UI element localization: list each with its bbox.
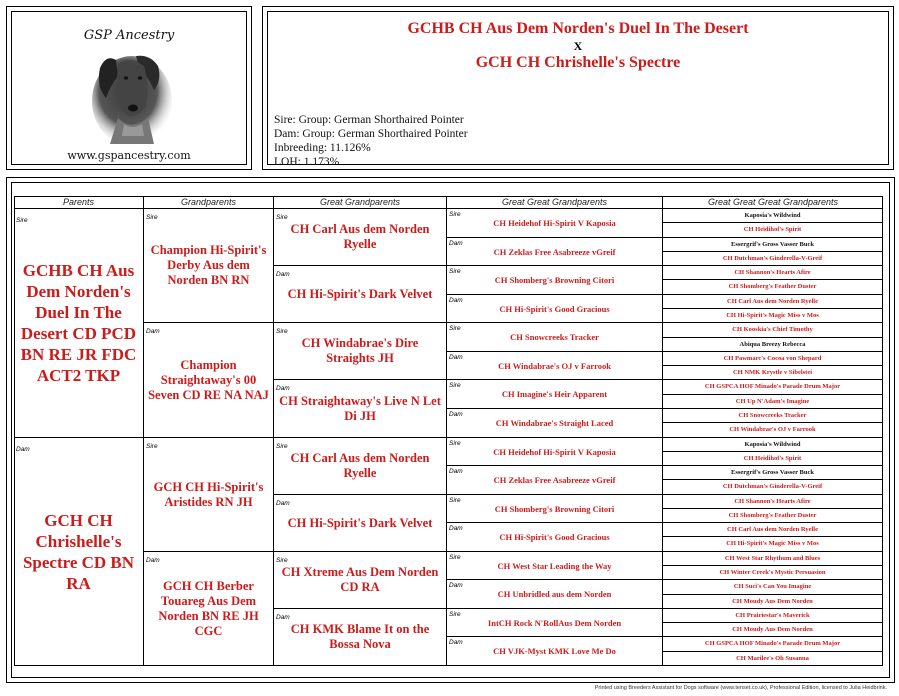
dam-label: Dam (449, 411, 463, 418)
sire-label: Sire (449, 497, 461, 504)
parent-name: GCHB CH Aus Dem Norden's Duel In The Desert CD PCD BN RE JR FDC ACT2 TKP (20, 261, 137, 385)
dam-label: Dam (449, 240, 463, 247)
cross-mark: X (573, 39, 583, 53)
ggg-grandparent-cell[interactable] (663, 409, 883, 423)
info-inner-border (267, 11, 889, 168)
grandparent-cell[interactable] (144, 438, 274, 552)
sire-label: Sire (449, 325, 461, 332)
great-grandparent-cell[interactable] (274, 323, 447, 380)
ggg-grandparent-cell[interactable] (663, 566, 883, 580)
ggg-grandparent-name: CH Moudy Aus Dem Norden (732, 597, 813, 605)
grandparent-cell[interactable] (144, 323, 274, 438)
loh-value: LOH: 1.173% (274, 156, 340, 168)
ggg-grandparent-name: CH NMK Krystle v Sibelstei (732, 368, 813, 376)
ggg-grandparent-cell[interactable] (663, 252, 883, 266)
gg-grandparent-name: CH Heidehof Hi-Spirit V Kaposia (493, 446, 616, 457)
parent-cell[interactable] (14, 209, 144, 438)
ggg-grandparent-cell[interactable] (663, 595, 883, 609)
gg-grandparent-cell[interactable] (447, 523, 663, 552)
dog-portrait-icon (88, 46, 174, 146)
column-header-parent: Parents (14, 196, 144, 208)
ggg-grandparent-name: CH Up N'Adam's Imagine (735, 397, 810, 405)
print-footer: Printed using Breeders Assistant for Dogs software (www.tenset.co.uk), Professional Edition, licensed to Julia Heidbrink. (594, 685, 887, 691)
ggg-grandparent-cell[interactable] (663, 495, 883, 509)
gg-grandparent-name: CH Hi-Spirit's Good Gracious (499, 532, 610, 542)
dam-label: Dam (449, 468, 463, 475)
dam-label: Dam (449, 354, 463, 361)
ggg-grandparent-cell[interactable] (663, 238, 883, 252)
ggg-grandparent-name: CH Windabrae's OJ v Farrook (729, 426, 816, 433)
ggg-grandparent-cell[interactable] (663, 480, 883, 495)
sire-label: Sire (276, 214, 288, 221)
dam-label: Dam (449, 582, 463, 589)
ggg-grandparent-cell[interactable] (663, 509, 883, 523)
sire-label: Sire (146, 443, 158, 450)
gg-grandparent-cell[interactable] (447, 266, 663, 295)
gg-grandparent-cell[interactable] (447, 609, 663, 637)
parent-cell[interactable] (14, 438, 144, 666)
ggg-grandparent-name: CH Snowcreeks Tracker (738, 411, 807, 419)
dam-label: Dam (276, 271, 290, 278)
logo-inner-border (11, 11, 247, 165)
sire-label: Sire (146, 214, 158, 221)
great-grandparent-name: CH Windabrae's Dire Straights JH (301, 336, 419, 365)
ggg-grandparent-name: Kaposia's Wildwind (744, 211, 801, 219)
ggg-grandparent-cell[interactable] (663, 537, 883, 552)
gg-grandparent-name: CH Shomberg's Browning Citori (494, 503, 615, 514)
gg-grandparent-cell[interactable] (447, 552, 663, 580)
gg-grandparent-cell[interactable] (447, 209, 663, 238)
ggg-grandparent-cell[interactable] (663, 652, 883, 666)
great-grandparent-cell[interactable] (274, 380, 447, 438)
ggg-grandparent-cell[interactable] (663, 295, 883, 309)
dam-label: Dam (276, 614, 290, 621)
gg-grandparent-name: CH Snowcreeks Tracker (510, 332, 599, 342)
ggg-grandparent-name: CH Hi-Spirit's Magic Miss v Mos (726, 311, 819, 319)
ggg-grandparent-cell[interactable] (663, 552, 883, 566)
ggg-grandparent-cell[interactable] (663, 623, 883, 637)
great-grandparent-name: CH Xtreme Aus Dem Norden CD RA (281, 565, 439, 594)
ggg-grandparent-name: CH Dutchman's Ginderella-V-Greif (722, 483, 823, 490)
dam-label: Dam (276, 500, 290, 507)
dam-label: Dam (16, 446, 30, 453)
column-header-grandparent: Grandparents (144, 196, 274, 208)
ggg-grandparent-cell[interactable] (663, 338, 883, 352)
ggg-grandparent-name: CH GSPCA HOF Minado's Parade Drum Major (704, 640, 841, 647)
gg-grandparent-name: CH Unbridled aus dem Norden (497, 589, 612, 599)
grandparent-cell[interactable] (144, 209, 274, 323)
gg-grandparent-name: CH VJK-Myst KMK Love Me Do (493, 646, 616, 656)
gg-grandparent-cell[interactable] (447, 352, 663, 380)
sire-title: GCHB CH Aus Dem Norden's Duel In The Desert (407, 20, 749, 37)
sire-group: Sire: Group: German Shorthaired Pointer (274, 114, 464, 126)
ggg-grandparent-name: CH Heidihof's Spirit (743, 226, 802, 233)
gg-grandparent-cell[interactable] (447, 495, 663, 523)
dam-label: Dam (276, 385, 290, 392)
ggg-grandparent-cell[interactable] (663, 609, 883, 623)
great-grandparent-cell[interactable] (274, 495, 447, 552)
ggg-grandparent-name: CH Carl Aus dem Norden Ryelle (727, 297, 818, 305)
ggg-grandparent-name: CH Carl Aus dem Norden Ryelle (727, 525, 818, 533)
ggg-grandparent-name: CH West Star Rhythum and Blues (724, 554, 821, 562)
ggg-grandparent-cell[interactable] (663, 323, 883, 338)
gg-grandparent-name: CH Windabrae's Straight Laced (495, 418, 614, 428)
gg-grandparent-cell[interactable] (447, 637, 663, 666)
ggg-grandparent-cell[interactable] (663, 423, 883, 438)
ggg-grandparent-name: CH Moudy Aus Dem Norden (732, 625, 813, 633)
great-grandparent-name: CH Hi-Spirit's Dark Velvet (287, 286, 433, 301)
great-grandparent-cell[interactable] (274, 552, 447, 609)
dam-label: Dam (449, 639, 463, 646)
dam-label: Dam (449, 525, 463, 532)
sire-label: Sire (449, 554, 461, 561)
sire-label: Sire (276, 443, 288, 450)
gg-grandparent-name: CH West Star Leading the Way (497, 560, 612, 571)
great-grandparent-cell[interactable] (274, 609, 447, 666)
ggg-grandparent-cell[interactable] (663, 580, 883, 595)
gg-grandparent-name: IntCH Rock N'RollAus Dem Norden (487, 617, 622, 628)
great-grandparent-name: CH Carl Aus dem Norden Ryelle (290, 451, 430, 480)
ggg-grandparent-cell[interactable] (663, 380, 883, 395)
great-grandparent-name: CH Hi-Spirit's Dark Velvet (287, 515, 433, 530)
ggg-grandparent-name: CH Dutchman's Ginderella-V-Greif (722, 254, 823, 262)
ggg-grandparent-cell[interactable] (663, 223, 883, 238)
ggg-grandparent-name: CH Shannon's Hearts Afire (734, 497, 811, 505)
ggg-grandparent-name: CH Heidihof's Spirit (743, 454, 802, 462)
ggg-grandparent-name: Kaposia's Wildwind (744, 440, 801, 448)
ggg-grandparent-cell[interactable] (663, 452, 883, 466)
ggg-grandparent-name: CH Kooskia's Chief Timothy (732, 326, 813, 333)
ggg-grandparent-cell[interactable] (663, 523, 883, 537)
sire-label: Sire (449, 211, 461, 218)
grandparent-name: GCH CH Berber Touareg Aus Dem Norden BN RE JH CGC (158, 578, 259, 638)
gg-grandparent-name: CH Zeklas Free Asabreeze vGreif (493, 246, 616, 257)
ggg-grandparent-cell[interactable] (663, 266, 883, 280)
great-grandparent-name: CH Carl Aus dem Norden Ryelle (290, 222, 430, 251)
ggg-grandparent-cell[interactable] (663, 209, 883, 223)
parent-name: GCH CH Chrishelle's Spectre CD BN RA (22, 510, 135, 593)
ggg-grandparent-cell[interactable] (663, 352, 883, 366)
ggg-grandparent-cell[interactable] (663, 438, 883, 452)
logo-title: GSP Ancestry (83, 28, 175, 43)
dam-label: Dam (449, 297, 463, 304)
great-grandparent-name: CH KMK Blame It on the Bossa Nova (290, 622, 430, 651)
dam-group: Dam: Group: German Shorthaired Pointer (274, 128, 468, 140)
ggg-grandparent-name: CH Marilee's Oh Susanna (736, 654, 809, 662)
gg-grandparent-cell[interactable] (447, 238, 663, 266)
gg-grandparent-name: CH Zeklas Free Asabreeze vGreif (493, 475, 616, 485)
ggg-grandparent-cell[interactable] (663, 280, 883, 295)
column-header-gg-grandparent: Great Great Grandparents (447, 196, 663, 208)
ggg-grandparent-cell[interactable] (663, 637, 883, 652)
gg-grandparent-cell[interactable] (447, 580, 663, 609)
ggg-grandparent-name: Essergrif's Gross Vasser Buck (730, 240, 814, 248)
gg-grandparent-cell[interactable] (447, 323, 663, 352)
grandparent-name: Champion Hi-Spirit's Derby Aus dem Norden BN RN (150, 243, 267, 287)
gg-grandparent-cell[interactable] (447, 438, 663, 466)
ggg-grandparent-name: CH Shomberg's Feather Duster (728, 283, 817, 290)
ggg-grandparent-name: CH Suci's Can You Imagine (733, 583, 812, 590)
gg-grandparent-cell[interactable] (447, 295, 663, 323)
dam-title: GCH CH Chrishelle's Spectre (475, 54, 681, 71)
gg-grandparent-cell[interactable] (447, 466, 663, 495)
dam-label: Dam (146, 328, 160, 335)
grandparent-name: Champion Straightaway's 00 Seven CD RE NA NAJ (148, 357, 269, 402)
sire-label: Sire (276, 557, 288, 564)
ggg-grandparent-name: CH Shannon's Hearts Afire (734, 268, 811, 276)
sire-label: Sire (449, 382, 461, 389)
gg-grandparent-name: CH Shomberg's Browning Citori (494, 275, 615, 285)
ggg-grandparent-cell[interactable] (663, 366, 883, 380)
grandparent-cell[interactable] (144, 552, 274, 666)
ggg-grandparent-name: Essergrif's Gross Vasser Buck (730, 468, 814, 476)
ggg-grandparent-name: CH Hi-Spirit's Magic Miss v Mos (726, 540, 819, 547)
sire-label: Sire (276, 328, 288, 335)
ggg-grandparent-cell[interactable] (663, 466, 883, 480)
gg-grandparent-name: CH Hi-Spirit's Good Gracious (499, 303, 610, 314)
column-header-ggg-grandparent: Great Great Great Grandparents (707, 197, 839, 207)
pedigree-details (274, 113, 468, 169)
logo-panel (6, 6, 252, 170)
sire-label: Sire (449, 268, 461, 275)
sire-label: Sire (449, 611, 461, 618)
ggg-grandparent-cell[interactable] (663, 395, 883, 409)
ggg-grandparent-name: CH Shomberg's Feather Duster (728, 511, 817, 519)
sire-label: Sire (449, 440, 461, 447)
great-grandparent-cell[interactable] (274, 438, 447, 495)
ggg-grandparent-name: Abiqua Breezy Rebecca (739, 340, 806, 348)
ggg-grandparent-name: CH GSPCA HOF Minado's Parade Drum Major (704, 383, 841, 390)
inbreeding-value: Inbreeding: 11.126% (274, 142, 371, 154)
great-grandparent-cell[interactable] (274, 209, 447, 266)
info-panel (262, 6, 894, 170)
ggg-grandparent-name: CH Prairiestar's Maverick (735, 611, 810, 619)
dam-label: Dam (146, 557, 160, 564)
great-grandparent-name: CH Straightaway's Live N Let Di JH (279, 393, 441, 423)
gg-grandparent-cell[interactable] (447, 380, 663, 409)
ggg-grandparent-name: CH Pawmarc's Cocoa von Shepard (723, 354, 822, 362)
great-grandparent-cell[interactable] (274, 266, 447, 323)
gg-grandparent-name: CH Heidehof Hi-Spirit V Kaposia (493, 218, 616, 228)
gg-grandparent-name: CH Windabrae's OJ v Farrook (498, 360, 611, 371)
column-header-great-grandparent: Great Grandparents (274, 196, 447, 208)
sire-label: Sire (16, 217, 28, 224)
gg-grandparent-cell[interactable] (447, 409, 663, 438)
ggg-grandparent-name: CH Winter Creek's Mystic Persuasion (719, 568, 826, 576)
logo-url: www.gspancestry.com (67, 149, 191, 162)
grandparent-name: GCH CH Hi-Spirit's Aristides RN JH (153, 479, 264, 509)
gg-grandparent-name: CH Imagine's Heir Apparent (501, 389, 608, 399)
ggg-grandparent-cell[interactable] (663, 309, 883, 323)
